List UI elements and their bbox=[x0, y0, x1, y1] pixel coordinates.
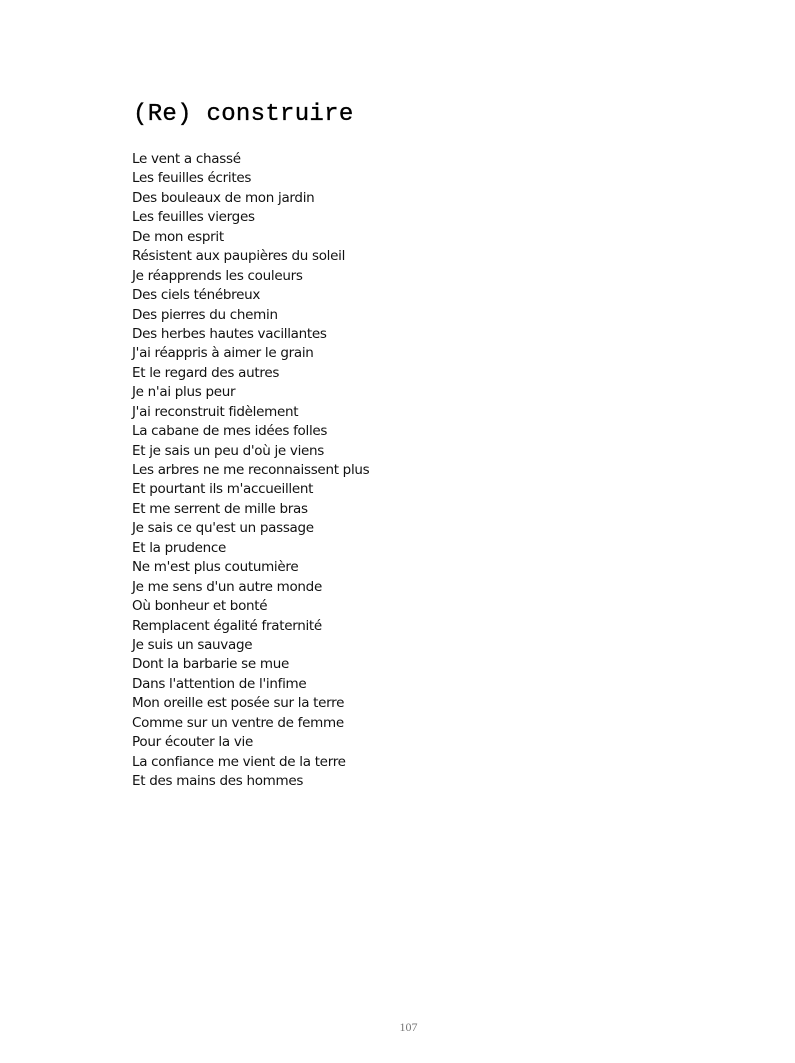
poem-body bbox=[132, 150, 369, 791]
poem-line: Pour écouter la vie bbox=[132, 734, 253, 751]
poem-line: Où bonheur et bonté bbox=[132, 598, 268, 615]
poem-line: Et pourtant ils m'accueillent bbox=[132, 481, 314, 498]
poem-line: Des ciels ténébreux bbox=[132, 287, 261, 304]
poem-line: Des pierres du chemin bbox=[132, 306, 278, 323]
poem-line: La confiance me vient de la terre bbox=[132, 753, 346, 770]
poem-line: Et je sais un peu d'où je viens bbox=[132, 442, 325, 459]
poem-line: J'ai réappris à aimer le grain bbox=[132, 345, 314, 362]
poem-line: Je n'ai plus peur bbox=[132, 384, 236, 401]
poem-line: Le vent a chassé bbox=[132, 151, 241, 167]
poem-line: Ne m'est plus coutumière bbox=[132, 559, 299, 576]
poem-line: Dont la barbarie se mue bbox=[132, 656, 289, 673]
poem-line: Des bouleaux de mon jardin bbox=[132, 189, 315, 206]
poem-line: Mon oreille est posée sur la terre bbox=[132, 695, 345, 712]
poem-line: Dans l'attention de l'infime bbox=[132, 675, 307, 692]
poem-title: (Re) construire bbox=[133, 101, 354, 128]
poem-line: De mon esprit bbox=[132, 228, 224, 245]
poem-line: Les arbres ne me reconnaissent plus bbox=[132, 462, 370, 478]
poem-line: Et la prudence bbox=[132, 539, 227, 556]
poem-line: Comme sur un ventre de femme bbox=[132, 714, 344, 731]
poem-line: Résistent aux paupières du soleil bbox=[132, 248, 346, 265]
poem-line: Et des mains des hommes bbox=[132, 773, 304, 789]
poem-line: Je réapprends les couleurs bbox=[132, 267, 303, 284]
poem-line: La cabane de mes idées folles bbox=[132, 423, 328, 440]
poem-line: Remplacent égalité fraternité bbox=[132, 617, 322, 634]
poem-line: Je suis un sauvage bbox=[132, 636, 253, 653]
poem-line: Je sais ce qu'est un passage bbox=[132, 520, 314, 537]
poem-line: Et me serrent de mille bras bbox=[132, 500, 308, 517]
poem-line: J'ai reconstruit fidèlement bbox=[132, 403, 299, 420]
page-number: 107 bbox=[399, 1020, 418, 1034]
poem-line: Je me sens d'un autre monde bbox=[132, 578, 322, 595]
poem-line: Et le regard des autres bbox=[132, 364, 280, 381]
poem-line: Les feuilles vierges bbox=[132, 209, 255, 226]
poem-line: Des herbes hautes vacillantes bbox=[132, 325, 327, 342]
poem-line: Les feuilles écrites bbox=[132, 170, 252, 187]
